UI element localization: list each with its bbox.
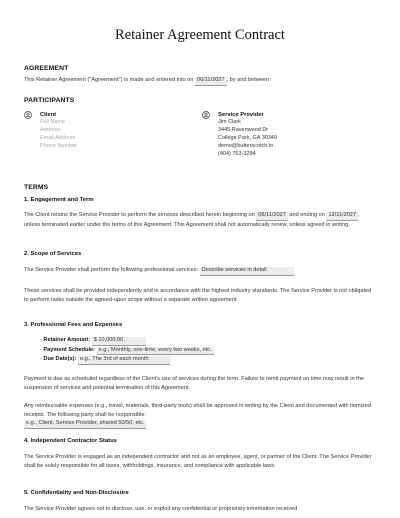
section-1-heading: 1. Engagement and Term [24, 197, 94, 203]
retainer-label: Retainer Amount: [43, 337, 91, 343]
s5-text: The Service Provider agrees not to disclose, use, or exploit any confidential or proprietary information received [24, 506, 298, 512]
schedule-label: Payment Schedule: [43, 346, 96, 353]
section-1-paragraph [24, 211, 376, 229]
section-5-paragraph [24, 505, 376, 514]
agreement-paragraph [24, 76, 376, 86]
section-2-paragraph-2 [24, 287, 376, 304]
section-2-paragraph-1 [24, 266, 376, 276]
provider-email: demo@butterscotch.io [218, 142, 274, 149]
s2-text-a: The Service Provider shall perform the following professional services: [24, 267, 200, 273]
retainer-amount-field[interactable]: $ 10,000.00 [92, 337, 146, 346]
section-3-paragraph-1 [24, 375, 376, 392]
fees-list [40, 336, 370, 365]
provider-name: Jim Clark [218, 119, 241, 125]
retainer-item: - Retainer Amount: $ 10,000.00 [40, 336, 370, 346]
due-date-field[interactable]: e.g., The 3rd of each month [78, 356, 170, 365]
section-2-heading: 2. Scope of Services [24, 251, 82, 257]
client-full-name-field[interactable]: Full Name [40, 119, 66, 125]
services-field[interactable]: Describe services in detail [200, 267, 294, 276]
provider-phone: (404) 763-3294 [218, 150, 256, 157]
s4-text: The Service Provider is engaged as an independent contractor and not as an employee, agent, or partner of the Client. The Service Provider shall be solely responsible for all taxes, withholdings, insurance, and compliance with applicable laws. [24, 454, 372, 469]
s3-text-a: Payment is due as scheduled regardless of the Client's use of services during the term. Failure to remit payment on time may result in the suspension of services and potential termination of this Agreement. [24, 376, 364, 391]
section-4-heading: 4. Independent Contractor Status [24, 438, 117, 444]
section-4-paragraph [24, 453, 376, 470]
due-item: - Due Date(s): e.g., The 3rd of each month [40, 355, 370, 365]
end-date-field[interactable]: 12/11/2027 [326, 212, 358, 221]
s3-text-b: Any reimbursable expenses (e.g., travel, materials, third-party tools) shall be approved in writing by the Client and documented with itemized receipts. The following party shall be responsible: [24, 403, 371, 418]
section-5-heading-wrap [24, 490, 376, 496]
terms-label: TERMS [24, 184, 49, 191]
section-3-heading: 3. Professional Fees and Expenses [24, 322, 123, 328]
client-address-field[interactable]: Address [40, 126, 61, 133]
provider-role: Service Provider [218, 112, 264, 118]
payment-schedule-field[interactable]: e.g., Monthly, one-time, every two weeks, etc. [97, 347, 214, 356]
terms-section [24, 184, 376, 191]
provider-street: 3445 Ravenwood Dr [218, 126, 269, 133]
section-3-paragraph-2 [24, 402, 376, 429]
expense-party-field[interactable]: e.g., Client, Service Provider, shared 50/50, etc. [24, 420, 146, 429]
person-icon [202, 111, 210, 119]
agreement-label: AGREEMENT [24, 65, 69, 72]
section-3-heading-wrap [24, 322, 376, 328]
agreement-text-after: , by and between: [226, 77, 271, 83]
section-4-heading-wrap [24, 438, 376, 444]
s2-text-b: These services shall be provided independently and in accordance with the highest industry standards. The Service Provider is not obligated to perform tasks outside the agreed-upon scope without a separate written agreement. [24, 288, 372, 303]
start-date-field[interactable]: 06/11/2027 [256, 212, 288, 221]
participants-label: PARTICIPANTS [24, 97, 75, 104]
schedule-item: - Payment Schedule: e.g., Monthly, one-time, every two weeks, etc. [40, 346, 370, 356]
agreement-section [24, 65, 376, 72]
client-phone-field[interactable]: Phone Number [40, 142, 77, 149]
client-email-field[interactable]: Email Address [40, 134, 76, 141]
s1-text-b: and ending on [287, 212, 327, 218]
document-title: Retainer Agreement Contract [115, 27, 285, 43]
agreement-text-before: This Retainer Agreement ("Agreement") is made and entered into on [24, 77, 195, 83]
section-1-heading-wrap [24, 197, 376, 203]
agreement-date-field[interactable]: 06/11/2027 [195, 77, 227, 86]
section-2-heading-wrap [24, 251, 376, 257]
section-5-heading: 5. Confidentiality and Non-Disclosure [24, 490, 129, 496]
due-label: Due Date(s): [43, 356, 77, 363]
participants-section [24, 97, 376, 104]
person-icon [24, 111, 32, 119]
client-role: Client [40, 112, 57, 118]
provider-city: College Park, GA 30349 [218, 134, 278, 141]
s1-text-a: The Client retains the Service Provider to perform the services described herein beginning on [24, 212, 257, 218]
s1-text-c: , unless terminated earlier under the terms of this Agreement. This Agreement shall not automatically renew, unless agreed in writing. [24, 212, 360, 228]
